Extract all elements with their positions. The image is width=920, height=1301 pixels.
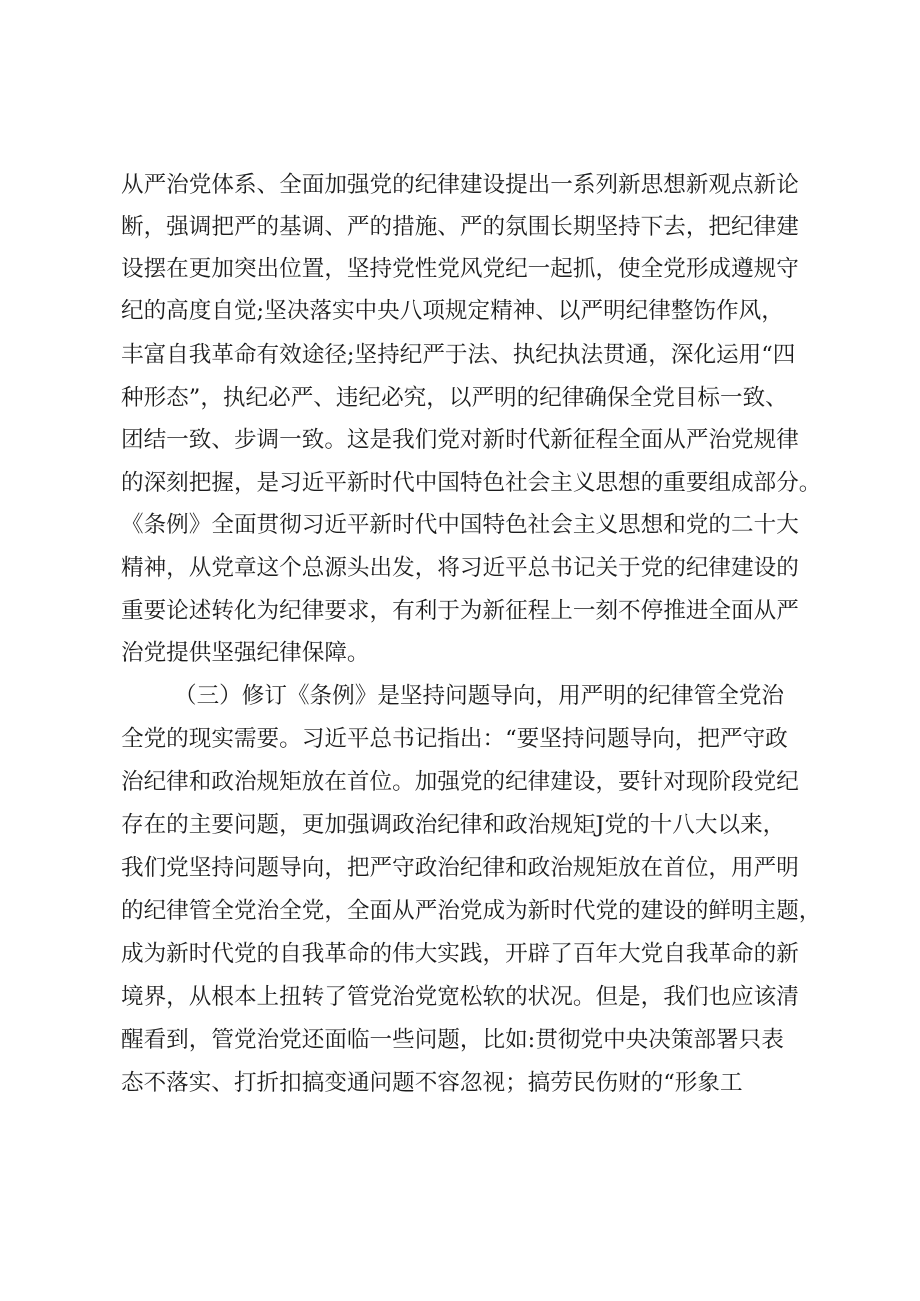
text-line: 全党的现实需要。习近平总书记指出：“要坚持问题导向，把严守政 xyxy=(121,726,788,752)
text-line: 我们党坚持问题导向，把严守政治纪律和政治规矩放在首位，用严明 xyxy=(121,855,799,881)
text-line: 《条例》全面贯彻习近平新时代中国特色社会主义思想和党的二十大 xyxy=(121,512,799,538)
text-line: 存在的主要问题，更加强调政治纪律和政治规矩J党的十八大以来， xyxy=(121,812,786,838)
text-line: 的深刻把握，是习近平新时代中国特色社会主义思想的重要组成部分。 xyxy=(121,470,822,496)
text-line: 设摆在更加突出位置，坚持党性党风党纪一起抓，使全党形成遵规守 xyxy=(121,256,799,282)
text-line: 醒看到，管党治党还面临一些问题，比如:贯彻党中央决策部署只表 xyxy=(121,1027,784,1053)
text-line: 态不落实、打折扣搞变通问题不容忽视；搞劳民伤财的“形象工 xyxy=(121,1070,743,1096)
text-line: 断，强调把严的基调、严的措施、严的氛围长期坚持下去，把纪律建 xyxy=(121,214,799,240)
text-line: 重要论述转化为纪律要求，有利于为新征程上一刻不停推进全面从严 xyxy=(121,598,799,624)
text-line: 成为新时代党的自我革命的伟大实践，开辟了百年大党自我革命的新 xyxy=(121,941,799,967)
text-line: 精神，从党章这个总源头出发，将习近平总书记关于党的纪律建设的 xyxy=(121,555,799,581)
text-line: 纪的高度自觉;坚决落实中央八项规定精神、以严明纪律整饬作风， xyxy=(121,298,784,324)
text-line: 的纪律管全党治全党，全面从严治党成为新时代党的建设的鲜明主题， xyxy=(121,898,822,924)
text-line: 治党提供坚强纪律保障。 xyxy=(121,640,370,666)
text-line: 团结一致、步调一致。这是我们党对新时代新征程全面从严治党规律 xyxy=(121,427,799,453)
text-line: 境界，从根本上扭转了管党治党宽松软的状况。但是，我们也应该清 xyxy=(121,984,799,1010)
text-line: 从严治党体系、全面加强党的纪律建设提出一系列新思想新观点新论 xyxy=(121,172,799,198)
section-heading-line: （三）修订《条例》是坚持问题导向，用严明的纪律管全党治 xyxy=(174,683,785,709)
text-line: 治纪律和政治规矩放在首位。加强党的纪律建设，要针对现阶段党纪 xyxy=(121,769,799,795)
text-line: 丰富自我革命有效途径;坚持纪严于法、执纪执法贯通，深化运用“四 xyxy=(121,342,796,368)
text-line: 种形态”，执纪必严、违纪必究，以严明的纪律确保全党目标一致、 xyxy=(121,385,788,411)
